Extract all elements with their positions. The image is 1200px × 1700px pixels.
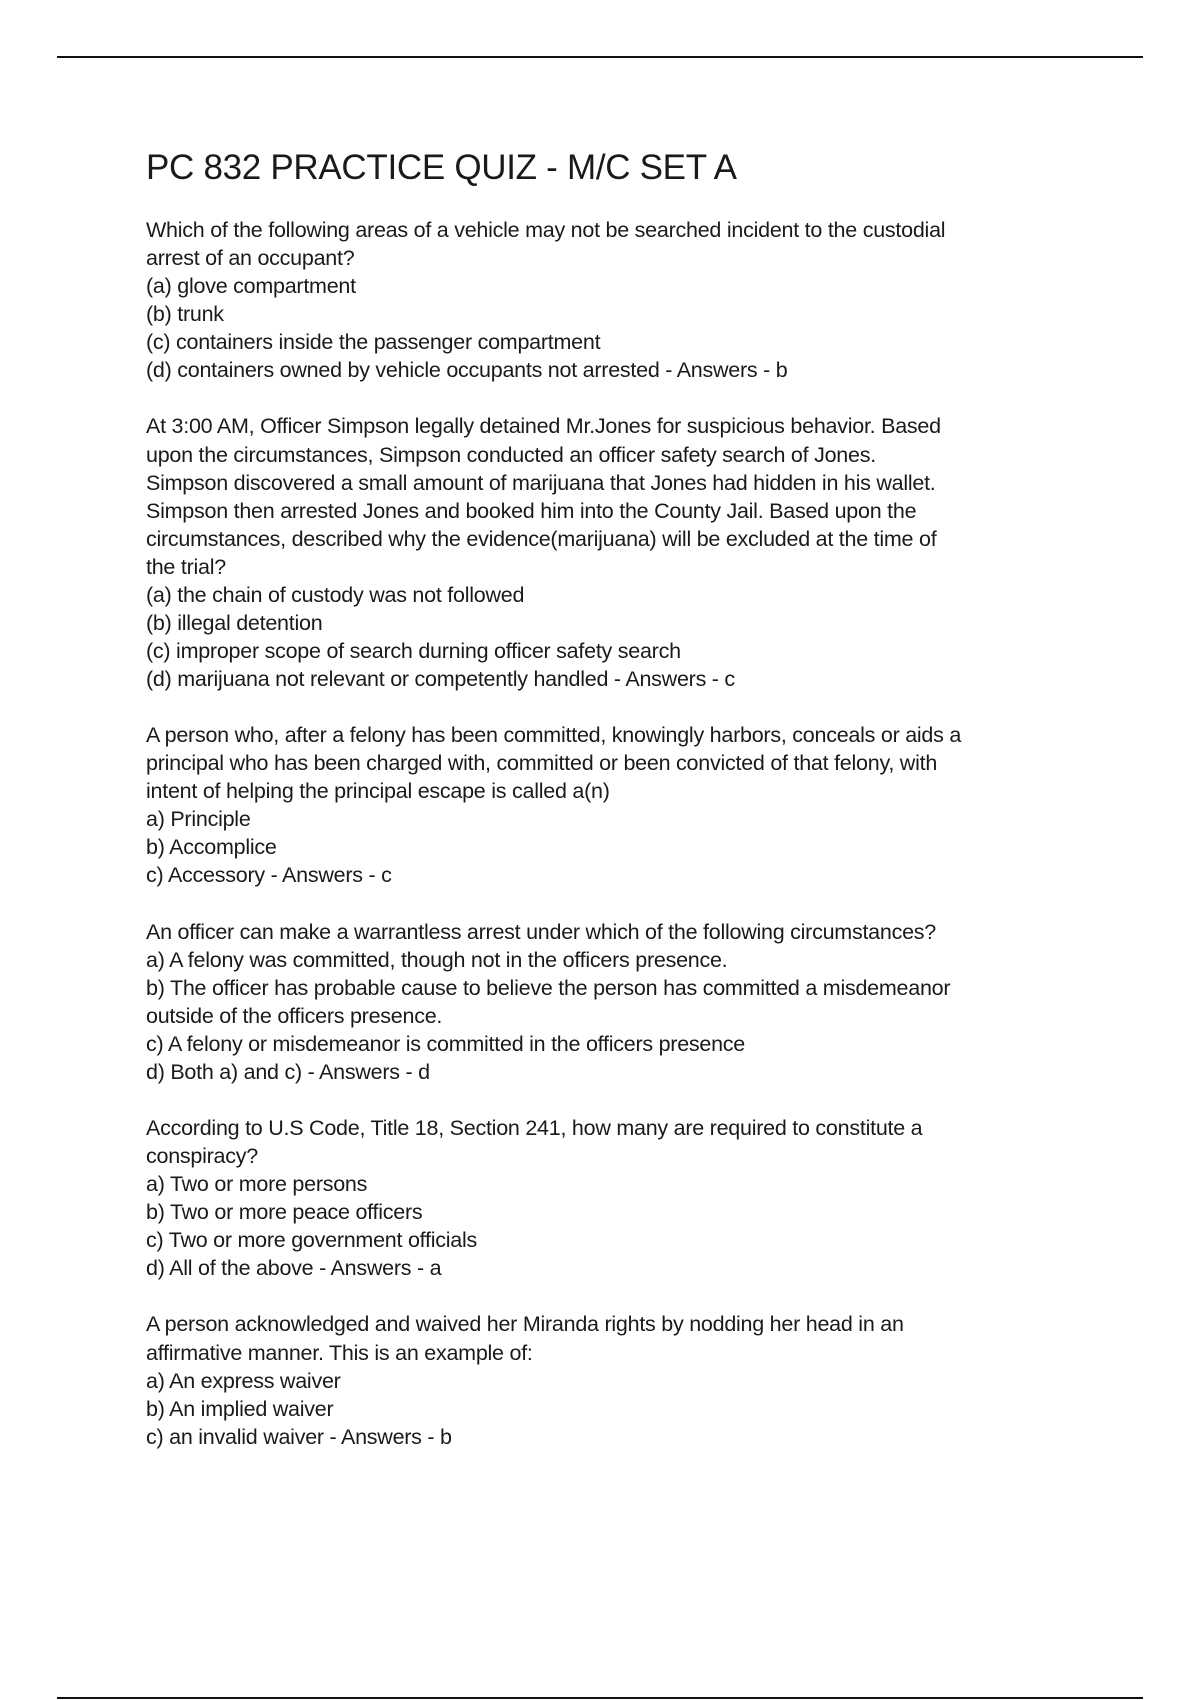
question-block — [146, 721, 1146, 889]
question-text: arrest of an occupant? — [146, 246, 355, 271]
question-block — [146, 412, 1146, 693]
question-block — [146, 216, 1146, 384]
answer-option: (b) illegal detention — [146, 610, 323, 635]
question-text: intent of helping the principal escape is called a(n) — [146, 779, 610, 804]
answer-option: (d) marijuana not relevant or competently handled - Answers - c — [146, 667, 735, 691]
question-text: An officer can make a warrantless arrest under which of the following circumstances? — [146, 919, 937, 944]
top-divider — [57, 56, 1143, 58]
answer-option: a) Principle — [146, 807, 251, 832]
answer-option: a) A felony was committed, though not in the officers presence. — [146, 947, 728, 972]
question-text: upon the circumstances, Simpson conducted an officer safety search of Jones. — [146, 442, 876, 467]
answer-option: (a) glove compartment — [146, 274, 356, 299]
answer-option: c) an invalid waiver - Answers - b — [146, 1424, 452, 1449]
question-text: the trial? — [146, 554, 226, 579]
answer-option: (c) containers inside the passenger compartment — [146, 330, 601, 355]
question-text: Which of the following areas of a vehicle may not be searched incident to the custodial — [146, 218, 946, 242]
answer-option: a) Two or more persons — [146, 1172, 368, 1197]
answer-option: outside of the officers presence. — [146, 1003, 443, 1028]
answer-option: (d) containers owned by vehicle occupants not arrested - Answers - b — [146, 358, 788, 383]
answer-option: c) Two or more government officials — [146, 1228, 478, 1253]
answer-option: (b) trunk — [146, 302, 224, 327]
question-text: According to U.S Code, Title 18, Section 241, how many are required to constitute a — [146, 1116, 923, 1140]
page-title: PC 832 PRACTICE QUIZ - M/C SET A — [146, 148, 737, 187]
question-text: circumstances, described why the evidence(marijuana) will be excluded at the time of — [146, 526, 937, 551]
answer-option: b) Two or more peace officers — [146, 1200, 423, 1225]
answer-option: a) An express waiver — [146, 1368, 341, 1393]
question-text: conspiracy? — [146, 1144, 258, 1169]
question-text: A person who, after a felony has been committed, knowingly harbors, conceals or aids a — [146, 723, 962, 748]
answer-option: b) An implied waiver — [146, 1396, 334, 1421]
answer-option: b) Accomplice — [146, 835, 277, 860]
answer-option: b) The officer has probable cause to believe the person has committed a misdemeanor — [146, 975, 951, 1000]
answer-option: c) Accessory - Answers - c — [146, 863, 392, 888]
quiz-content — [146, 216, 1146, 1479]
question-text: A person acknowledged and waived her Miranda rights by nodding her head in an — [146, 1312, 904, 1337]
answer-option: c) A felony or misdemeanor is committed in the officers presence — [146, 1031, 746, 1056]
question-block — [146, 918, 1146, 1086]
question-text: Simpson then arrested Jones and booked him into the County Jail. Based upon the — [146, 498, 917, 523]
answer-option: d) All of the above - Answers - a — [146, 1256, 442, 1281]
question-block — [146, 1114, 1146, 1282]
answer-option: d) Both a) and c) - Answers - d — [146, 1059, 430, 1084]
answer-option: (a) the chain of custody was not followed — [146, 582, 525, 607]
answer-option: (c) improper scope of search durning officer safety search — [146, 638, 681, 663]
question-text: affirmative manner. This is an example of: — [146, 1340, 533, 1365]
question-block — [146, 1310, 1146, 1450]
question-text: principal who has been charged with, committed or been convicted of that felony, with — [146, 751, 938, 776]
question-text: Simpson discovered a small amount of marijuana that Jones had hidden in his wallet. — [146, 470, 936, 495]
bottom-divider — [57, 1697, 1143, 1699]
question-text: At 3:00 AM, Officer Simpson legally detained Mr.Jones for suspicious behavior. Based — [146, 414, 941, 439]
